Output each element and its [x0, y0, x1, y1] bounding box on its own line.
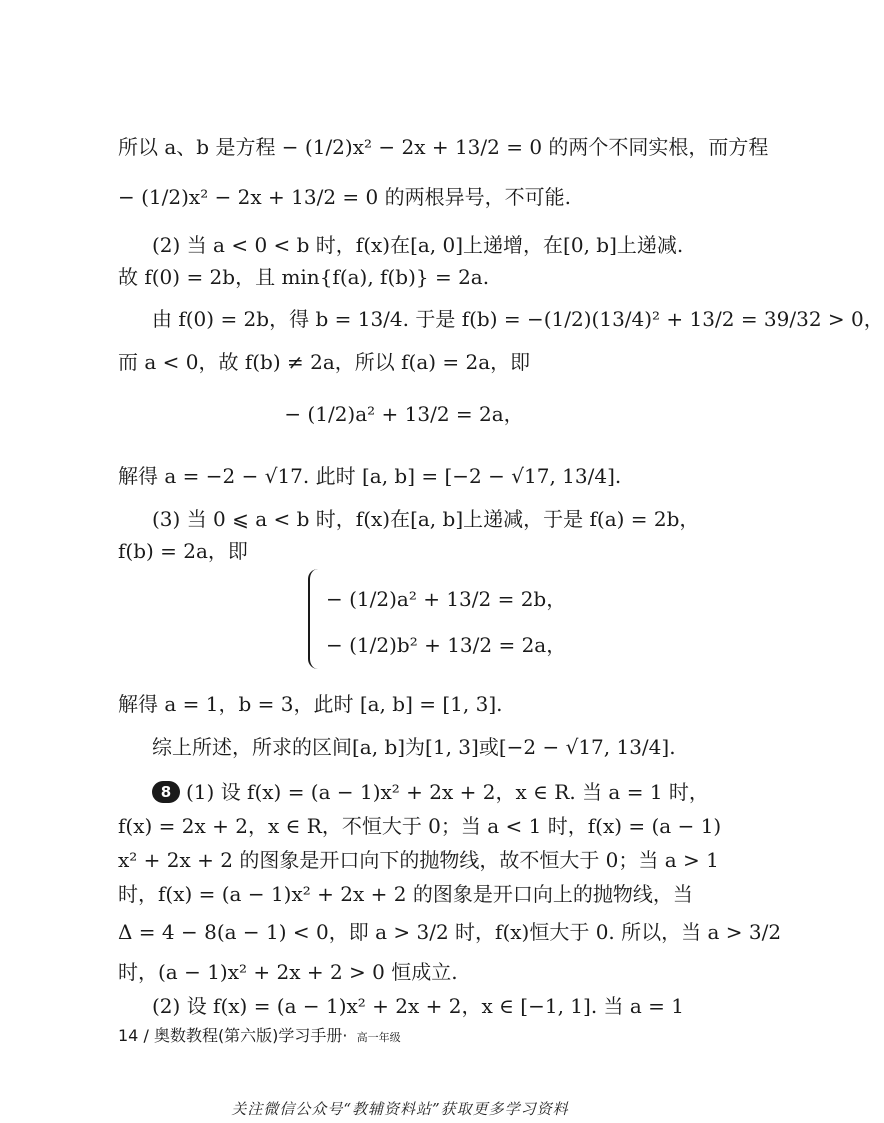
problem-number-badge — [152, 781, 180, 803]
problem-line — [152, 778, 709, 806]
text-line: 而 a < 0，故 f(b) ≠ 2a，所以 f(a) = 2a，即 — [118, 350, 531, 374]
equation-display: − (1/2)a² + 13/2 = 2a， — [284, 402, 524, 426]
text-line: Δ = 4 − 8(a − 1) < 0，即 a > 3/2 时，f(x)恒大于 0. 所以，当 a > 3/2 — [118, 920, 782, 944]
text-line: (1) 设 f(x) = (a − 1)x² + 2x + 2，x ∈ R. 当 a = 1 时， — [186, 780, 709, 804]
page-number: 14 — [118, 1026, 139, 1045]
left-brace — [308, 569, 320, 669]
text-line: 解得 a = −2 − √17. 此时 [a, b] = [−2 − √17, 13/4]. — [118, 464, 622, 488]
book-title: 奥数教程(第六版)学习手册· — [153, 1026, 348, 1045]
text-line: 综上所述，所求的区间[a, b]为[1, 3]或[−2 − √17, 13/4]. — [152, 735, 676, 759]
text-line: f(b) = 2a，即 — [118, 539, 248, 563]
text-line: (3) 当 0 ⩽ a < b 时，f(x)在[a, b]上递减，于是 f(a) = 2b， — [152, 507, 700, 531]
text-line: 故 f(0) = 2b，且 min{f(a), f(b)} = 2a. — [118, 265, 490, 289]
text-line: (2) 当 a < 0 < b 时，f(x)在[a, 0]上递增，在[0, b]上递减. — [152, 233, 684, 257]
text-line: 时，(a − 1)x² + 2x + 2 > 0 恒成立. — [118, 960, 458, 984]
text-line: − (1/2)x² − 2x + 13/2 = 0 的两根异号，不可能. — [118, 185, 571, 209]
text-line: 解得 a = 1，b = 3，此时 [a, b] = [1, 3]. — [118, 692, 503, 716]
equation-row: − (1/2)b² + 13/2 = 2a， — [326, 633, 567, 657]
problem-number: 8 — [160, 783, 172, 801]
equation-system — [308, 565, 688, 673]
text-line: 时，f(x) = (a − 1)x² + 2x + 2 的图象是开口向上的抛物线，当 — [118, 882, 693, 906]
text-line: f(x) = 2x + 2，x ∈ R，不恒大于 0；当 a < 1 时，f(x) = (a − 1) — [118, 814, 722, 838]
grade-label: 高一年级 — [356, 1031, 401, 1044]
footer-separator: / — [143, 1026, 154, 1045]
page-footer — [118, 1023, 401, 1046]
text-line: (2) 设 f(x) = (a − 1)x² + 2x + 2，x ∈ [−1, 1]. 当 a = 1 — [152, 994, 685, 1018]
watermark-text: 关注微信公众号“教辅资料站”获取更多学习资料 — [231, 1100, 569, 1118]
text-line: x² + 2x + 2 的图象是开口向下的抛物线，故不恒大于 0；当 a > 1 — [118, 848, 719, 872]
text-line: 由 f(0) = 2b，得 b = 13/4. 于是 f(b) = −(1/2)(13/4)² + 13/2 = 39/32 > 0， — [152, 307, 884, 331]
equation-row: − (1/2)a² + 13/2 = 2b， — [326, 587, 567, 611]
text-line: 所以 a、b 是方程 − (1/2)x² − 2x + 13/2 = 0 的两个不同实根，而方程 — [118, 135, 769, 159]
